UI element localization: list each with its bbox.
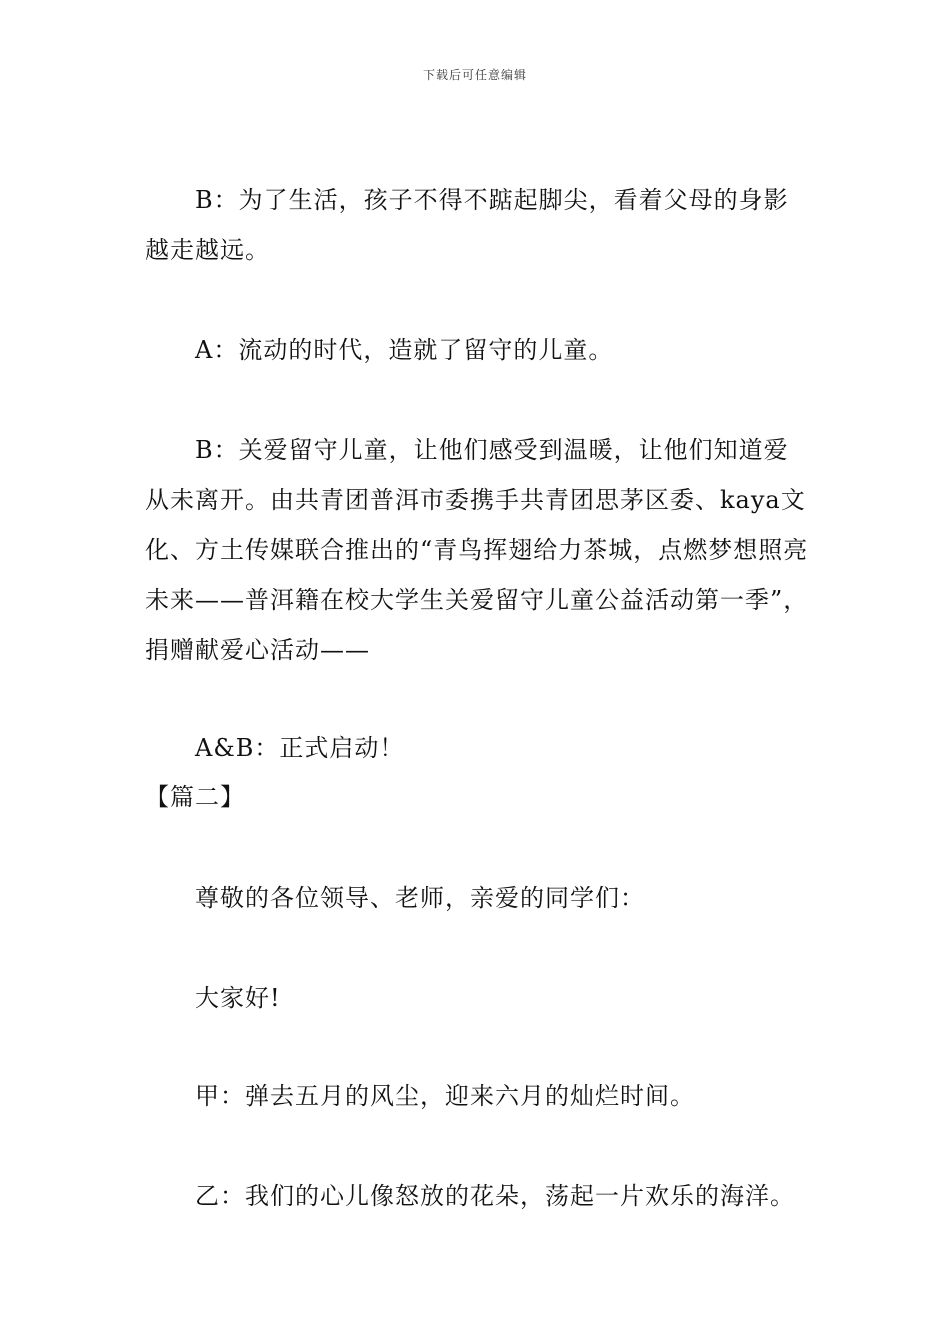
paragraph-ab-launch: A&B：正式启动！	[195, 734, 405, 762]
paragraph-greeting: 尊敬的各位领导、老师，亲爱的同学们：	[195, 884, 645, 912]
paragraph-a-era: A：流动的时代，造就了留守的儿童。	[195, 336, 614, 364]
paragraph-b-life: B：为了生活，孩子不得不踮起脚尖，看着父母的身影越走越远。	[145, 186, 789, 264]
section-heading: 【篇二】	[145, 783, 245, 811]
paragraph-jia: 甲：弹去五月的风尘，迎来六月的灿烂时间。	[195, 1082, 695, 1110]
paragraph-b-care: B：关爱留守儿童，让他们感受到温暖，让他们知道爱从未离开。由共青团普洱市委携手共青团思茅区委、kaya文化、方土传媒联合推出的“青鸟挥翅给力茶城，点燃梦想照亮未来——普洱籍在校大学生关爱留守儿童公益活动第一季”，捐赠献爱心活动——	[145, 436, 809, 664]
page-header-note: 下载后可任意编辑	[422, 68, 527, 82]
paragraph-yi: 乙：我们的心儿像怒放的花朵，荡起一片欢乐的海洋。	[195, 1182, 795, 1210]
paragraph-hello: 大家好!	[195, 984, 281, 1012]
